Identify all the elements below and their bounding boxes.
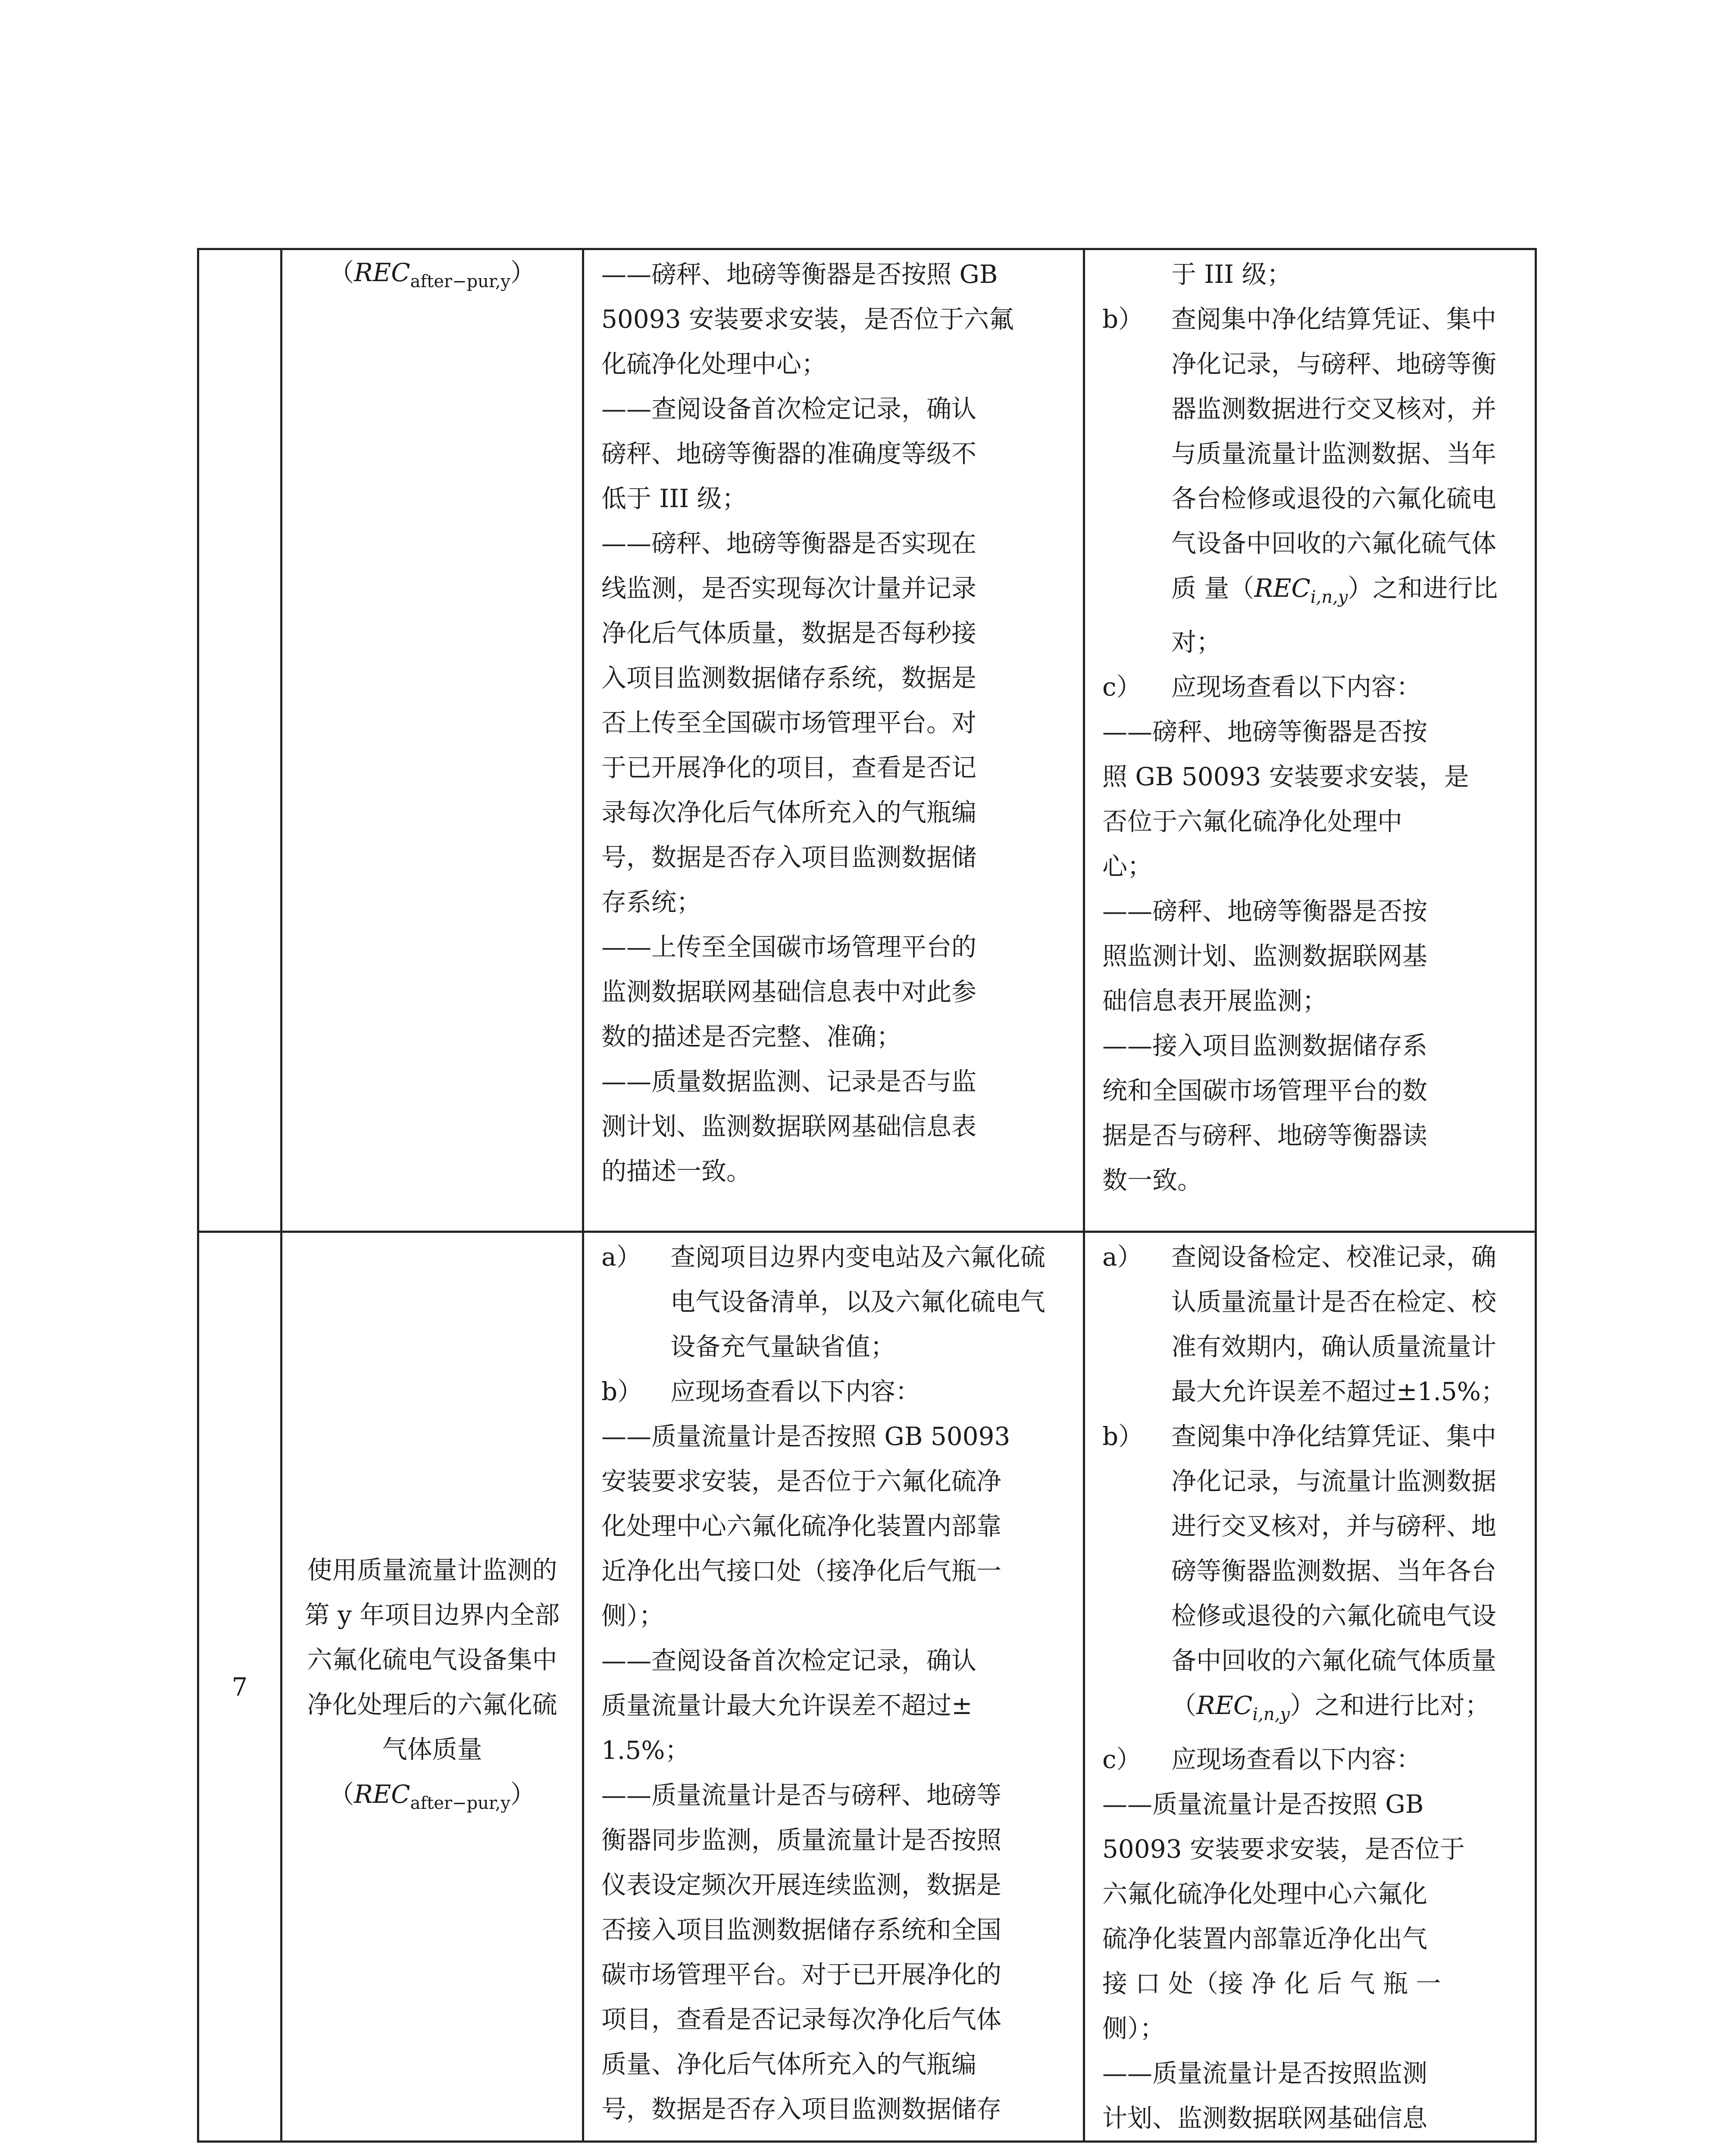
text-line: ——质量流量计是否按照 GB: [1102, 1789, 1424, 1819]
list-label: c）: [1102, 1745, 1142, 1774]
text-line: ——查阅设备首次检定记录，确认: [601, 394, 977, 423]
verification-cell: [1084, 249, 1536, 1232]
parameter-cell: [282, 249, 583, 1232]
text-line: ——磅秤、地磅等衡器是否实现在: [601, 529, 977, 558]
text-line: 准有效期内，确认质量流量计: [1171, 1332, 1497, 1361]
text-line: ——质量流量计是否按照监测: [1102, 2059, 1428, 2088]
text-line: 气设备中回收的六氟化硫气体: [1171, 529, 1497, 558]
parameter-symbol: $(REC_{after-pur,y})$: [329, 1780, 535, 1813]
row-number-cell: 7: [198, 1232, 282, 2142]
text-line: 否位于六氟化硫净化处理中: [1102, 807, 1403, 836]
text-line: 据是否与磅秤、地磅等衡器读: [1102, 1121, 1428, 1150]
text-line: 第 y 年项目边界内全部: [304, 1600, 560, 1630]
text-line: 化处理中心六氟化硫净化装置内部靠: [601, 1511, 1002, 1541]
text-line: 于 III 级；: [1171, 260, 1292, 289]
text-line: 碳市场管理平台。对于已开展净化的: [601, 1960, 1002, 1989]
list-item-a: a） 查阅设备检定、校准记录，确: [1102, 1235, 1517, 1279]
text-line: 认质量流量计是否在检定、校: [1171, 1287, 1497, 1316]
table-row: [198, 249, 1536, 1232]
text-line: 硫净化装置内部靠近净化出气: [1102, 1924, 1428, 1953]
list-item-b: b） 查阅集中净化结算凭证、集中: [1102, 297, 1517, 342]
verification-table: [197, 248, 1537, 2143]
text-line: 近净化出气接口处（接净化后气瓶一: [601, 1556, 1002, 1586]
text-line: 仪表设定频次开展连续监测，数据是: [601, 1870, 1002, 1899]
text-line: 低于 III 级；: [601, 484, 747, 513]
text-line: 入项目监测数据储存系统，数据是: [601, 663, 977, 693]
text-line: 检修或退役的六氟化硫电气设: [1171, 1601, 1497, 1630]
text-line: 线监测，是否实现每次计量并记录: [601, 573, 977, 603]
text-line: 接 口 处（接 净 化 后 气 瓶 一: [1102, 1969, 1441, 1998]
text-line: 础信息表开展监测；: [1102, 986, 1328, 1015]
text-line: 气体质量: [382, 1735, 482, 1764]
text-line: 1.5%；: [601, 1736, 690, 1765]
list-label: c）: [1102, 672, 1142, 702]
text-line: 各台检修或退役的六氟化硫电: [1171, 484, 1497, 513]
text-line: 净化后气体质量，数据是否每秒接: [601, 618, 977, 648]
check-method-cell: [583, 249, 1084, 1232]
text-line: 测计划、监测数据联网基础信息表: [601, 1112, 977, 1141]
text-line: 净化记录，与磅秤、地磅等衡: [1171, 349, 1497, 379]
text-line: 50093 安装要求安装，是否位于: [1102, 1834, 1465, 1864]
text-line: 于已开展净化的项目，查看是否记: [601, 753, 977, 782]
text-line: 磅等衡器监测数据、当年各台: [1171, 1556, 1497, 1586]
text-line: 侧）；: [601, 1601, 664, 1630]
text-line: 照监测计划、监测数据联网基: [1102, 941, 1428, 971]
text-line: 净化处理后的六氟化硫: [307, 1690, 557, 1719]
text-line: 项目，查看是否记录每次净化后气体: [601, 2005, 1002, 2034]
text-line: ——磅秤、地磅等衡器是否按: [1102, 896, 1428, 926]
text-line: ——质量数据监测、记录是否与监: [601, 1067, 977, 1096]
list-label: b）: [601, 1377, 643, 1406]
text-line: 存系统；: [601, 887, 702, 917]
text-line: 进行交叉核对，并与磅秤、地: [1171, 1511, 1497, 1541]
text-line: 侧）；: [1102, 2014, 1165, 2043]
text-line: 与质量流量计监测数据、当年: [1171, 439, 1497, 468]
text-line: ——质量流量计是否按照 GB 50093: [601, 1422, 1010, 1451]
text-line: ——磅秤、地磅等衡器是否按照 GB: [601, 260, 998, 289]
text-line: 电气设备清单，以及六氟化硫电气: [670, 1287, 1046, 1316]
text-line: 录每次净化后气体所充入的气瓶编: [601, 798, 977, 827]
list-item-a: a） 查阅项目边界内变电站及六氟化硫: [601, 1235, 1066, 1279]
text-line: 使用质量流量计监测的: [307, 1555, 557, 1585]
text-line: 衡器同步监测，质量流量计是否按照: [601, 1825, 1002, 1855]
text-line: 最大允许误差不超过±1.5%；: [1171, 1377, 1506, 1406]
text-line: 的描述一致。: [601, 1156, 752, 1186]
text-line: 质 量$(REC_{i,n,y})$之和进行比: [1171, 573, 1498, 607]
text-line: ——查阅设备首次检定记录，确认: [601, 1646, 977, 1675]
text-line: 心；: [1102, 852, 1153, 881]
list-label: a）: [601, 1242, 641, 1272]
table-row: [198, 1232, 1536, 2142]
row-number-cell: [198, 249, 282, 1232]
text-line: 净化记录，与流量计监测数据: [1171, 1467, 1497, 1496]
text-line: 数一致。: [1102, 1166, 1203, 1195]
text-line: 磅秤、地磅等衡器的准确度等级不: [601, 439, 977, 468]
list-item-b: b） 查阅集中净化结算凭证、集中: [1102, 1414, 1517, 1459]
text-line: 安装要求安装，是否位于六氟化硫净: [601, 1467, 1002, 1496]
text-line: 照 GB 50093 安装要求安装，是: [1102, 762, 1469, 791]
text-line: 质量流量计最大允许误差不超过±: [601, 1691, 973, 1720]
text-line: 号，数据是否存入项目监测数据储: [601, 843, 977, 872]
text-line: ——接入项目监测数据储存系: [1102, 1031, 1428, 1060]
text-line: 对；: [1171, 627, 1222, 657]
list-label: a）: [1102, 1242, 1142, 1272]
parameter-symbol: $(REC_{after-pur,y})$: [329, 258, 535, 291]
text-line: ——磅秤、地磅等衡器是否按: [1102, 717, 1428, 746]
text-line: 否接入项目监测数据储存系统和全国: [601, 1915, 1002, 1944]
text-line: ——上传至全国碳市场管理平台的: [601, 932, 977, 962]
verification-cell: [1084, 1232, 1536, 2142]
text-line: 统和全国碳市场管理平台的数: [1102, 1076, 1428, 1105]
text-line: 器监测数据进行交叉核对，并: [1171, 394, 1497, 423]
text-line: 号，数据是否存入项目监测数据储存: [601, 2094, 1002, 2124]
list-label: b）: [1102, 304, 1144, 334]
text-line: 50093 安装要求安装，是否位于六氟: [601, 304, 1014, 334]
text-line: 六氟化硫净化处理中心六氟化: [1102, 1879, 1428, 1908]
list-item-c: c） 应现场查看以下内容：: [1102, 1737, 1517, 1782]
text-line: 质量、净化后气体所充入的气瓶编: [601, 2049, 977, 2079]
list-label: b）: [1102, 1422, 1144, 1451]
check-method-cell: [583, 1232, 1084, 2142]
text-line: 化硫净化处理中心；: [601, 349, 827, 379]
list-item-c: c） 应现场查看以下内容：: [1102, 664, 1517, 709]
parameter-cell: [282, 1232, 583, 2142]
text-line: 备中回收的六氟化硫气体质量: [1171, 1646, 1497, 1675]
text-line: 数的描述是否完整、准确；: [601, 1022, 902, 1051]
text-line: 否上传至全国碳市场管理平台。对: [601, 708, 977, 737]
text-line: $(REC_{i,n,y})$之和进行比对；: [1171, 1691, 1490, 1724]
text-line: ——质量流量计是否与磅秤、地磅等: [601, 1780, 1002, 1810]
text-line: 设备充气量缺省值；: [670, 1332, 896, 1361]
list-item-b: b） 应现场查看以下内容：: [601, 1369, 1066, 1414]
text-line: 监测数据联网基础信息表中对此参: [601, 977, 977, 1006]
text-line: 六氟化硫电气设备集中: [307, 1645, 557, 1674]
text-line: 计划、监测数据联网基础信息: [1102, 2103, 1428, 2133]
